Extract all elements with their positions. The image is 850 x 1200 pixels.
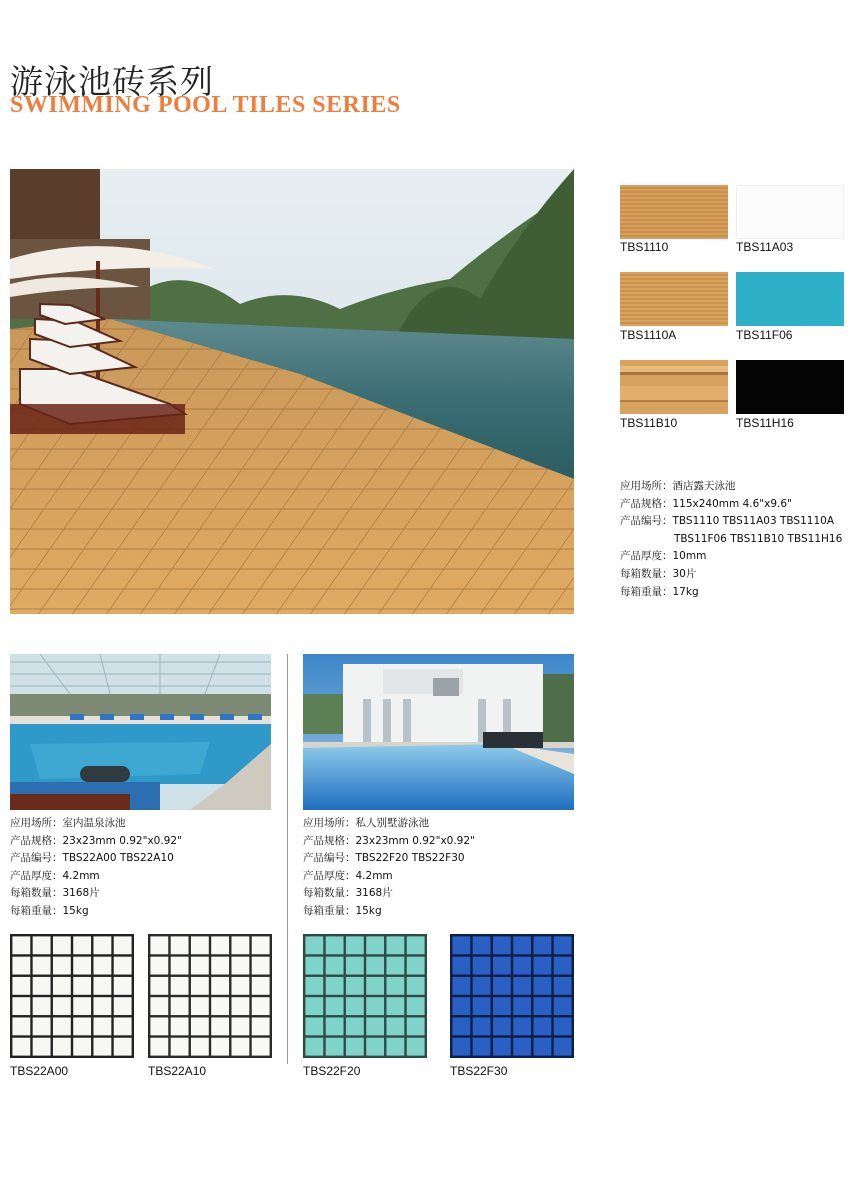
mosaic-tile [386,977,404,995]
mosaic-tile [231,1017,249,1035]
mosaic-label: TBS22A10 [148,1064,207,1078]
mosaic-tile [326,936,344,954]
mosaic-tile [171,1017,189,1035]
mosaic-tile [305,1017,323,1035]
mosaic-tile [346,997,364,1015]
mosaic-tile [533,977,551,995]
mosaic-tile [252,997,270,1015]
mosaic-tile [114,1038,132,1056]
mosaic-tile [326,997,344,1015]
mosaic-tile [473,977,491,995]
mosaic-tile [493,977,511,995]
mosaic-tile [452,957,470,975]
mosaic-tile [252,977,270,995]
mosaic-tile [191,1038,209,1056]
private-villa-pool-photo [303,654,574,810]
mosaic-tile [191,997,209,1015]
mosaic-tile [150,936,168,954]
mosaic-tile [493,957,511,975]
mosaic-tile [12,1038,30,1056]
swatch-label: TBS11B10 [620,416,678,430]
mosaic-tile [73,936,91,954]
mosaic-tile [366,957,384,975]
mosaic-tile [305,957,323,975]
mosaic-tile [493,1017,511,1035]
mosaic-tile [93,957,111,975]
mosaic-tile [346,936,364,954]
mosaic-tile [452,977,470,995]
mosaic-tile [150,1017,168,1035]
mosaic-tile [93,936,111,954]
mosaic-tile [305,1038,323,1056]
mosaic-tile [386,1038,404,1056]
indoor-hot-spring-pool-photo [10,654,271,810]
section-divider [287,654,288,1064]
mosaic-tile [407,997,425,1015]
mosaic-tile [171,997,189,1015]
mosaic-tile [493,1038,511,1056]
mosaic-tile [33,936,51,954]
mosaic-tile [305,936,323,954]
mosaic-tile [554,957,572,975]
swatch-label: TBS1110A [620,328,677,342]
mosaic-tile [12,977,30,995]
mosaic-tile [386,997,404,1015]
mosaic-tile [171,957,189,975]
mosaic-tile [93,977,111,995]
mosaic-tile [326,977,344,995]
mosaic-tile [12,957,30,975]
mosaic-tile [513,1038,531,1056]
swatch-tbs1110[interactable] [620,185,728,239]
mosaic-tile [366,1017,384,1035]
mosaic-tile [150,1038,168,1056]
mosaic-tile [114,936,132,954]
mosaic-tile [366,977,384,995]
mosaic-tile [231,997,249,1015]
mosaic-tile [12,936,30,954]
mosaic-tile [211,977,229,995]
mosaic-tbs22f30[interactable] [450,934,574,1058]
mosaic-tile [346,977,364,995]
mosaic-tile [171,1038,189,1056]
swatch-label: TBS1110 [620,240,669,254]
mosaic-tile [231,936,249,954]
mosaic-tile [366,936,384,954]
mosaic-tile [73,977,91,995]
mosaic-tile [171,936,189,954]
mosaic-tile [407,1017,425,1035]
mosaic-tile [473,936,491,954]
mosaic-tile [53,1038,71,1056]
mosaic-tile [366,997,384,1015]
mosaic-tile [554,936,572,954]
mosaic-tile [73,1017,91,1035]
mosaic-tile [533,1038,551,1056]
mosaic-tile [554,977,572,995]
mosaic-tile [114,997,132,1015]
mosaic-tile [386,1017,404,1035]
mosaic-tile [191,1017,209,1035]
mosaic-tile [231,1038,249,1056]
mosaic-tile [407,936,425,954]
mosaic-tile [93,997,111,1015]
mosaic-tile [73,997,91,1015]
swatch-tbs1110a[interactable] [620,272,728,326]
mosaic-tile [533,997,551,1015]
swatch-label: TBS11A03 [736,240,794,254]
mosaic-tile [191,977,209,995]
mosaic-tile [513,957,531,975]
mosaic-tile [513,1017,531,1035]
mosaic-tile [211,957,229,975]
mosaic-tile [252,957,270,975]
mosaic-tile [452,1038,470,1056]
mosaic-tile [386,936,404,954]
mosaic-tile [53,936,71,954]
mosaic-tbs22f20[interactable] [303,934,427,1058]
mosaic-tile [150,957,168,975]
mosaic-tile [407,977,425,995]
swatch-tbs11h16[interactable] [736,360,844,414]
mosaic-tile [150,997,168,1015]
mosaic-tile [326,1038,344,1056]
mosaic-tile [305,977,323,995]
mosaic-tile [386,957,404,975]
mosaic-tbs22a00[interactable] [10,934,134,1058]
mosaic-tile [513,997,531,1015]
swatch-tbs11f06[interactable] [736,272,844,326]
mosaic-tile [473,1017,491,1035]
mosaic-tile [326,1017,344,1035]
mosaic-tile [346,957,364,975]
mosaic-tbs22a10[interactable] [148,934,272,1058]
mosaic-tile [53,957,71,975]
mosaic-tile [252,1038,270,1056]
mosaic-tile [73,1038,91,1056]
mosaic-tile [252,936,270,954]
swatch-label: TBS11H16 [736,416,794,430]
mosaic-tile [191,957,209,975]
mosaic-tile [33,957,51,975]
mosaic-tile [211,1017,229,1035]
swatch-label: TBS11F06 [736,328,793,342]
mosaic-tile [554,997,572,1015]
mosaic-tile [171,977,189,995]
mosaic-tile [12,997,30,1015]
mosaic-tile [513,936,531,954]
mosaic-tile [493,997,511,1015]
page-title-en: SWIMMING POOL TILES SERIES [10,92,401,118]
mosaic-tile [473,997,491,1015]
mosaic-tile [150,977,168,995]
mosaic-tile [33,977,51,995]
mosaic-tile [231,957,249,975]
swatch-tbs11b10[interactable] [620,360,728,414]
mosaic-tile [114,957,132,975]
mosaic-tile [346,1038,364,1056]
outdoor-product-info: 应用场所：酒店露天泳池 产品规格：115x240mm 4.6"x9.6" 产品编号：TBS1110 TBS11A03 TBS1110A TBS11F06 TBS11B10 TBS11H16 产品厚度：10mm 每箱数量：30片 每箱重量：17kg [620,480,843,598]
mosaic-tile [346,1017,364,1035]
mosaic-tile [326,957,344,975]
swatch-tbs11a03[interactable] [736,185,844,239]
mosaic-tile [33,997,51,1015]
villa-product-info: 应用场所：私人别墅游泳池 产品规格：23x23mm 0.92"x0.92" 产品编号：TBS22F20 TBS22F30 产品厚度：4.2mm 每箱数量：3168片 每箱重量：15kg [303,817,475,917]
mosaic-tile [533,1017,551,1035]
mosaic-tile [33,1038,51,1056]
mosaic-tile [231,977,249,995]
mosaic-tile [407,957,425,975]
mosaic-tile [114,977,132,995]
mosaic-tile [533,957,551,975]
mosaic-tile [191,936,209,954]
mosaic-tile [452,1017,470,1035]
indoor-product-info: 应用场所：室内温泉泳池 产品规格：23x23mm 0.92"x0.92" 产品编号：TBS22A00 TBS22A10 产品厚度：4.2mm 每箱数量：3168片 每箱重量：15kg [10,817,182,917]
mosaic-tile [305,997,323,1015]
mosaic-tile [407,1038,425,1056]
mosaic-tile [366,1038,384,1056]
mosaic-label: TBS22A00 [10,1064,69,1078]
mosaic-tile [12,1017,30,1035]
mosaic-tile [252,1017,270,1035]
mosaic-tile [554,1038,572,1056]
mosaic-tile [473,1038,491,1056]
mosaic-tile [554,1017,572,1035]
mosaic-tile [93,1017,111,1035]
mosaic-tile [211,936,229,954]
outdoor-hotel-pool-photo [10,169,574,614]
mosaic-tile [53,1017,71,1035]
mosaic-tile [533,936,551,954]
mosaic-tile [513,977,531,995]
mosaic-tile [53,997,71,1015]
mosaic-tile [33,1017,51,1035]
mosaic-tile [114,1017,132,1035]
mosaic-label: TBS22F30 [450,1064,508,1078]
mosaic-tile [53,977,71,995]
mosaic-tile [493,936,511,954]
mosaic-label: TBS22F20 [303,1064,361,1078]
mosaic-tile [473,957,491,975]
mosaic-tile [73,957,91,975]
mosaic-tile [452,936,470,954]
mosaic-tile [211,997,229,1015]
mosaic-tile [93,1038,111,1056]
page-title-cn: 游泳池砖系列 [10,62,214,101]
mosaic-tile [452,997,470,1015]
mosaic-tile [211,1038,229,1056]
